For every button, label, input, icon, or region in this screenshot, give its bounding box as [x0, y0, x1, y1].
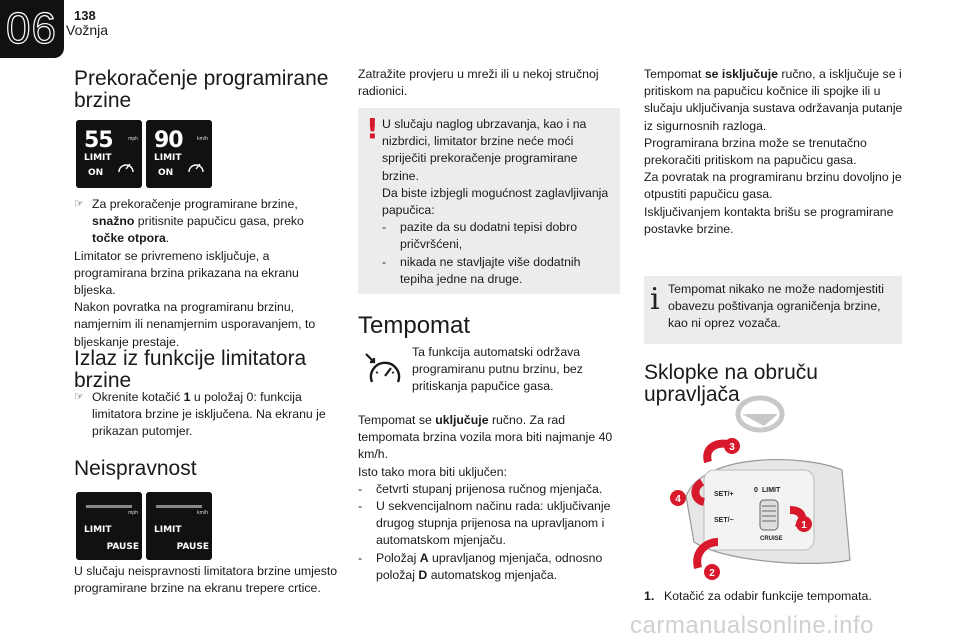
paragraph: Nakon povratka na programiranu brzinu, namjernim ili nenamjernim usporavanjem, to bljeskanje prestaje. [74, 300, 316, 349]
list-item: - U sekvencijalnom načinu rada: uključivanje drugog stupnja prijenosa na upravljanom i automatskom mjenjaču. [358, 499, 611, 548]
paragraph: Isključivanjem kontakta brišu se programirane postavke brzine. [644, 204, 894, 236]
display-unit: mph [128, 510, 138, 516]
bullet-item: ☞ Za prekoračenje programirane brzine, snažno pritisnite papučicu gasa, preko točke otpora. [74, 196, 336, 248]
cruise-control-icon [364, 352, 404, 386]
malfunction-text: U slučaju neispravnosti limitatora brzine umjesto programirane brzine na ekranu trepere crtice. [74, 564, 338, 596]
workshop-text: Zatražite provjeru u mreži ili u nekoj stručnoj radionici. [358, 67, 599, 99]
limit-label: LIMIT [762, 487, 781, 494]
display-dashes [86, 505, 132, 508]
display-unit: km/h [197, 510, 208, 516]
section-title: Vožnja [66, 22, 109, 38]
display-limit: LIMIT [84, 525, 112, 535]
zero-label: 0 [754, 487, 758, 494]
speedometer-icon [186, 158, 206, 176]
cruise-deactivation-text [644, 66, 906, 238]
chapter-tab [0, 0, 64, 58]
legend-number: 1. [644, 589, 655, 603]
display-limit: LIMIT [84, 153, 112, 163]
paragraph: Da biste izbjegli mogućnost zaglavljivanja papučica: [382, 185, 609, 218]
set-minus-label: SET/− [714, 517, 734, 524]
cruise-activation-text [358, 412, 618, 584]
display-speed: 90 [154, 128, 183, 153]
cruise-label: CRUISE [760, 536, 783, 542]
paragraph: Programirana brzina može se trenutačno prekoračiti pritiskom na papučicu gasa. [644, 135, 867, 168]
display-90-limit-on [146, 120, 212, 188]
heading-malfunction: Neispravnost [74, 457, 197, 480]
display-limit: LIMIT [154, 525, 182, 535]
display-dashes [156, 505, 202, 508]
set-plus-label: SET/+ [714, 491, 734, 498]
callout-3 [724, 438, 740, 454]
heading-steering-switches: Sklopke na obruču upravljača [644, 361, 818, 406]
svg-text:1: 1 [801, 520, 807, 531]
bullet-item: ☞ Okrenite kotačić 1 u položaj 0: funkcija limitatora brzine je isključena. Na ekranu je prikazan putomjer. [74, 389, 336, 441]
heading-cruise-control: Tempomat [358, 312, 471, 339]
exit-limiter-text [74, 389, 336, 441]
display-limit-pause-kmh [146, 492, 212, 560]
display-status: PAUSE [106, 542, 139, 552]
paragraph: Tempomat se uključuje ručno. Za rad tempomata brzina vozila mora biti najmanje 40 km/h. [358, 413, 613, 462]
paragraph: Za povratak na programiranu brzinu dovoljno je otpustiti papučicu gasa. [644, 170, 902, 202]
callout-2 [704, 564, 720, 580]
speedometer-icon [116, 158, 136, 176]
page-number: 138 [74, 8, 96, 23]
steering-wheel-icon [738, 398, 782, 430]
display-status: ON [158, 168, 174, 178]
svg-text:2: 2 [709, 568, 715, 579]
list-item: - četvrti stupanj prijenosa ručnog mjenjača. [358, 481, 603, 496]
watermark: carmanualsonline.info [630, 612, 874, 639]
paragraph: Limitator se privremeno isključuje, a programirana brzina prikazana na ekranu bljeska. [74, 248, 299, 298]
display-status: PAUSE [176, 542, 209, 552]
steering-switch-diagram [664, 392, 864, 588]
warning-icon: ! [366, 112, 379, 145]
heading-speed-exceed: Prekoračenje programirane brzine [74, 67, 329, 112]
heading-exit-limiter: Izlaz iz funkcije limitatora brzine [74, 347, 307, 392]
info-icon: i [650, 282, 660, 317]
callout-1 [796, 516, 812, 532]
display-limit: LIMIT [154, 153, 182, 163]
cruise-intro: Ta funkcija automatski održava programiranu putnu brzinu, bez pritiskanja papučice gasa. [412, 345, 583, 394]
display-status: ON [88, 168, 104, 178]
chapter-number: 06 [6, 4, 57, 53]
pointer-icon: ☞ [74, 391, 84, 403]
svg-text:3: 3 [729, 442, 735, 453]
paragraph: Tempomat se isključuje ručno, a isključuje se i pritiskom na papučicu kočnice ili spojke ili u slučaju uključivanja sustava održavanja putanje iz sigurnosnih razloga. [644, 67, 903, 133]
svg-text:4: 4 [675, 494, 681, 505]
display-limit-pause-mph [76, 492, 142, 560]
warning-text [382, 116, 614, 288]
paragraph: U slučaju naglog ubrzavanja, kao i na nizbrdici, limitator brzine neće moći spriječiti prekoračenje programirane brzine. [382, 117, 587, 183]
pointer-icon: ☞ [74, 198, 84, 210]
display-55-limit-on [76, 120, 142, 188]
display-speed: 55 [84, 128, 113, 153]
list-item: - Položaj A upravljanog mjenjača, odnosno položaj D automatskog mjenjača. [358, 550, 603, 582]
info-text: Tempomat nikako ne može nadomjestiti obavezu poštivanja ograničenja brzine, kao ni oprez vozača. [668, 282, 884, 331]
speed-exceed-text [74, 196, 336, 351]
display-unit: km/h [197, 136, 208, 142]
list-item: - nikada ne stavljajte više dodatnih tepiha jedne na druge. [382, 254, 581, 286]
legend-item [644, 588, 906, 605]
callout-4 [670, 490, 686, 506]
paragraph: Isto tako mora biti uključen: [358, 464, 507, 479]
list-item: - pazite da su dodatni tepisi dobro pričvršćeni, [382, 220, 578, 252]
legend-text: Kotačić za odabir funkcije tempomata. [664, 589, 872, 603]
display-unit: mph [128, 136, 138, 142]
